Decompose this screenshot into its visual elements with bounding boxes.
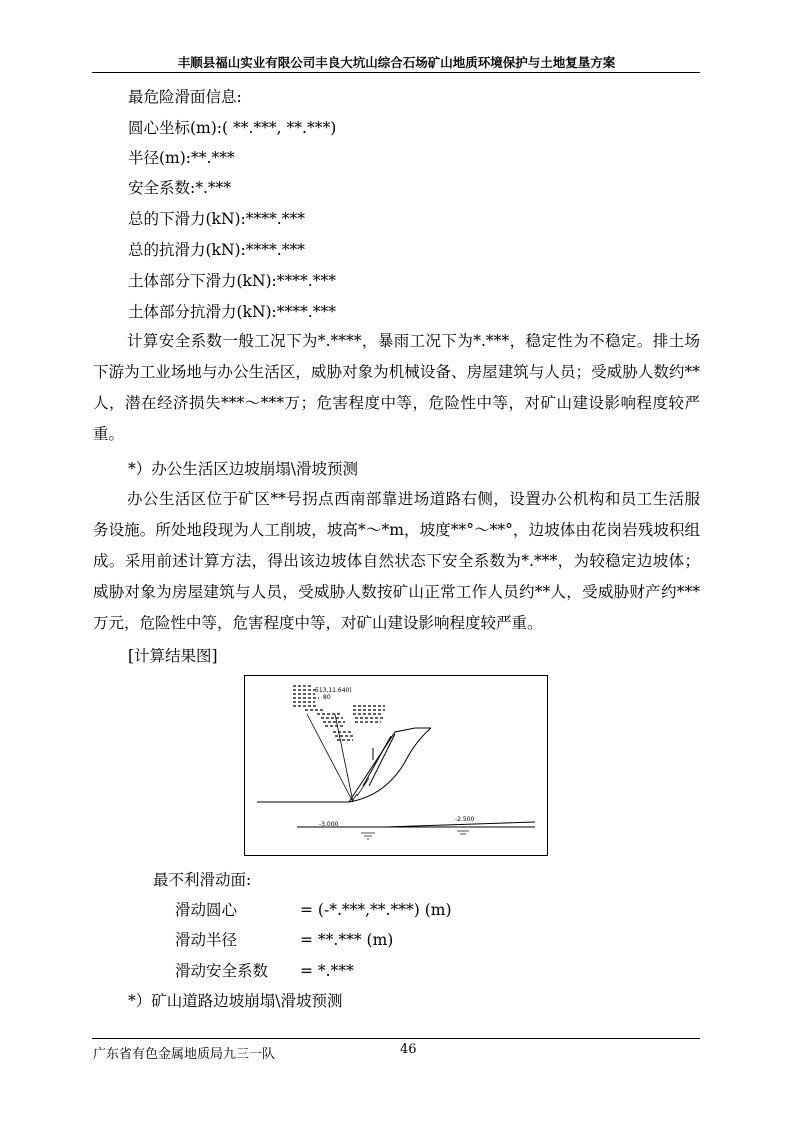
section-heading-office-slope: *）办公生活区边坡崩塌\滑坡预测: [128, 460, 358, 478]
slip-info-heading: 最危险滑面信息:: [128, 88, 242, 106]
calculation-result-figure: [244, 675, 548, 856]
page-number: 46: [400, 1042, 417, 1057]
slip-radius-lines: [307, 714, 353, 802]
worst-slip-row-value: = **.*** (m): [300, 931, 394, 949]
worst-slip-row-label: 滑动半径: [175, 931, 238, 949]
slice-grid-right: [353, 706, 385, 722]
circle-center-label: 513,11.640): [315, 687, 352, 694]
elevation-label-left: -3.000: [319, 821, 339, 828]
footer-organization: 广东省有色金属地质局九三一队: [93, 1047, 276, 1062]
slip-info-line: 安全系数:*.***: [128, 179, 232, 197]
figure-caption: [计算结果图]: [128, 647, 218, 665]
paragraph-office-slope: 办公生活区位于矿区**号拐点西南部靠进场道路右侧，设置办公机构和员工生活服务设施。所处地段现为人工削坡，坡高*～*m，坡度**°～**°，边坡体由花岗岩残坡积组成。采用前述计算方法，得出该边坡体自然状态下安全系数为*.***，为较稳定边坡体；威胁对象为房屋建筑与人员，受威胁人数按矿山正常工作人员约**人，受威胁财产约***万元，危险性中等，危害程度中等，对矿山建设影响程度较严重。: [93, 490, 700, 632]
worst-slip-row-label: 滑动安全系数: [175, 962, 269, 980]
slip-info-line: 土体部分下滑力(kN):****.***: [128, 272, 336, 290]
slip-info-line: 总的下滑力(kN):****.***: [128, 210, 305, 228]
slip-info-line: 半径(m):**.***: [128, 149, 235, 167]
worst-slip-row-value: = *.***: [300, 962, 354, 980]
page-header-title: 丰顺县福山实业有限公司丰良大坑山综合石场矿山地质环境保护与土地复垦方案: [177, 55, 616, 70]
section-heading-road-slope: *）矿山道路边坡崩塌\滑坡预测: [128, 992, 343, 1010]
circle-radius-label: 80: [323, 694, 331, 701]
header-rule: [92, 72, 700, 73]
slope-profile: [257, 728, 431, 802]
slip-info-line: 土体部分抗滑力(kN):****.***: [128, 303, 336, 321]
slip-info-line: 圆心坐标(m):( **.***, **.***): [128, 119, 337, 137]
worst-slip-row-value: = (-*.***,**.***) (m): [300, 901, 452, 919]
paragraph-stability-assessment: 计算安全系数一般工况下为*.****，暴雨工况下为*.***，稳定性为不稳定。排土场下游为工业场地与办公生活区，威胁对象为机械设备、房屋建筑与人员；受威胁人数约**人，潜在经济损失***～***万；危害程度中等，危险性中等，对矿山建设影响程度较严重。: [93, 332, 700, 443]
footer-rule: [92, 1038, 700, 1039]
worst-slip-heading: 最不利滑动面:: [153, 871, 252, 889]
elevation-label-right: -2.500: [455, 816, 475, 823]
water-level-symbols: [361, 831, 469, 839]
slip-info-line: 总的抗滑力(kN):****.***: [128, 241, 305, 259]
worst-slip-row-label: 滑动圆心: [175, 901, 238, 919]
